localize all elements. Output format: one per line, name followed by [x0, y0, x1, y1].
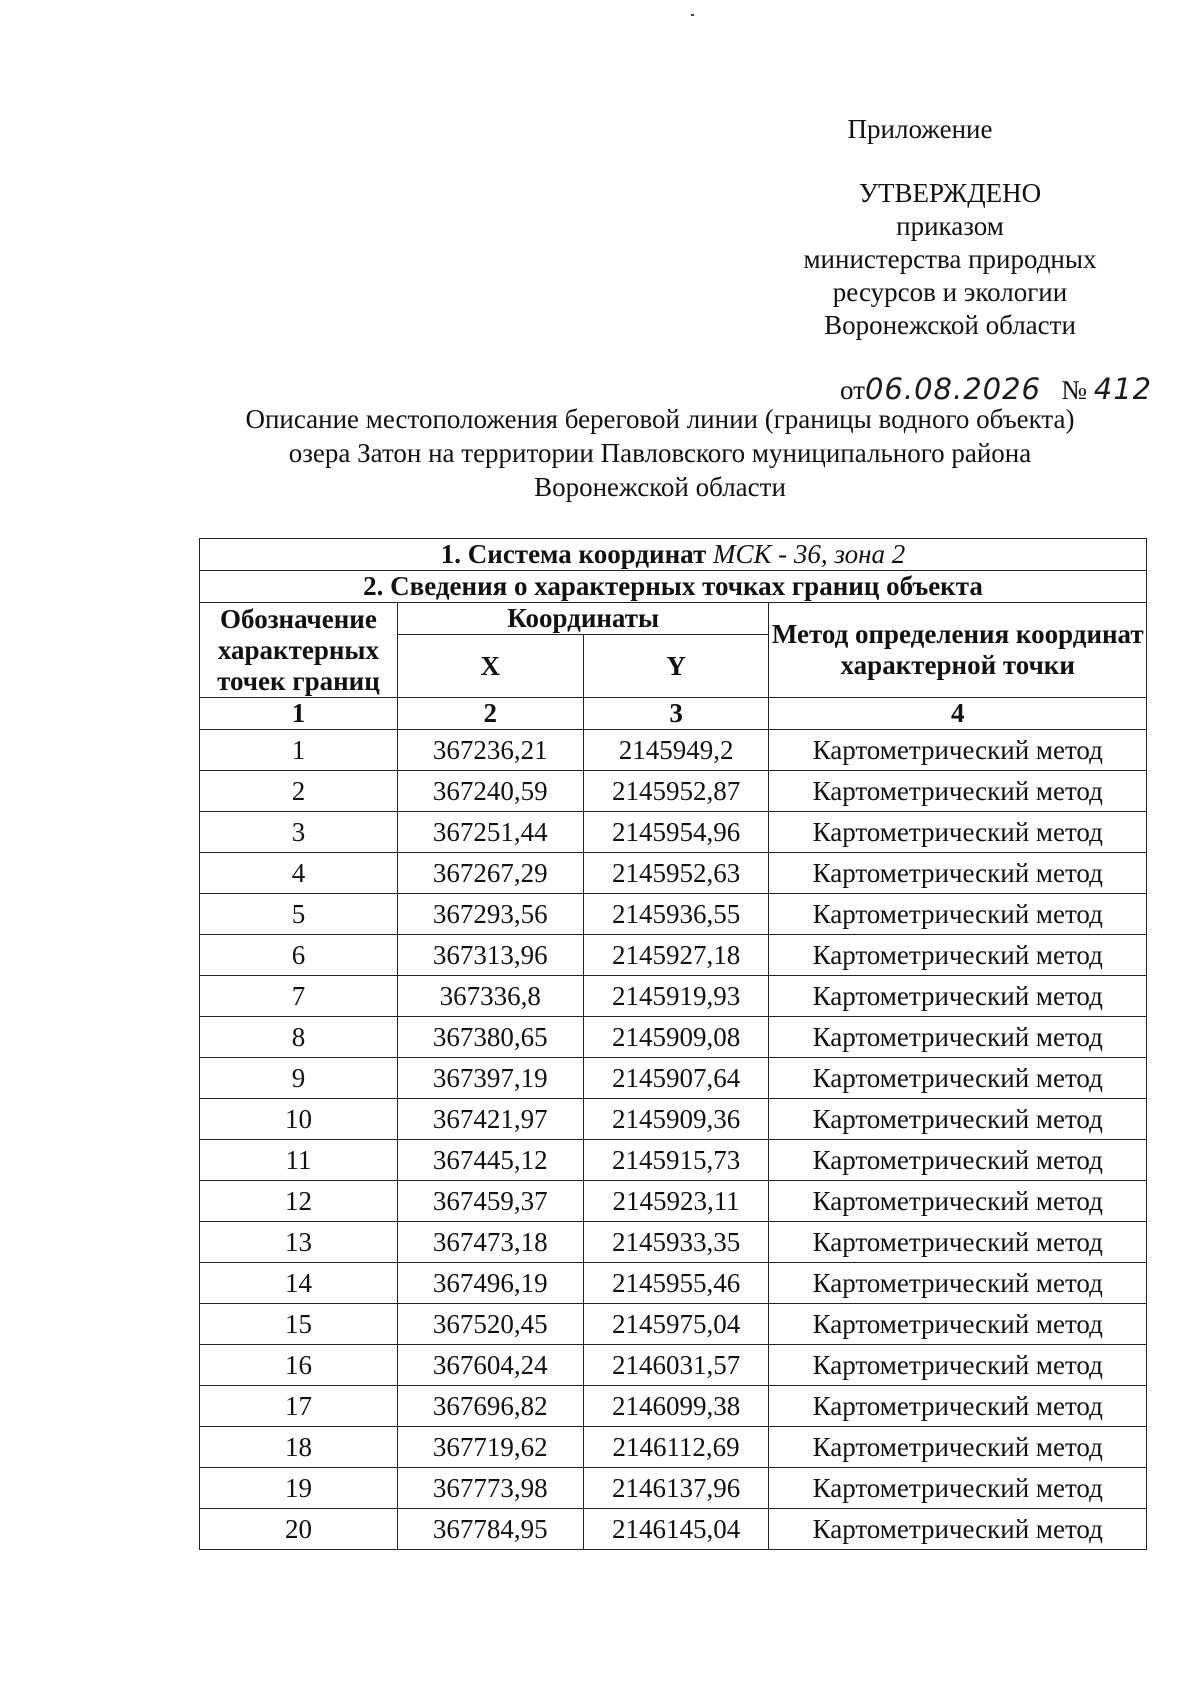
column-number-row [200, 698, 1147, 730]
table-row [200, 812, 1147, 853]
table-row [200, 1181, 1147, 1222]
y-coordinate-cell: 2146145,04 [583, 1509, 769, 1550]
x-coordinate-cell: 367784,95 [397, 1509, 583, 1550]
table-row [200, 1386, 1147, 1427]
table-row [200, 1509, 1147, 1550]
method-cell: Картометрический метод [769, 730, 1147, 771]
table-row [200, 1263, 1147, 1304]
x-coordinate-cell: 367267,29 [397, 853, 583, 894]
y-coordinate-cell: 2145952,87 [583, 771, 769, 812]
y-coordinate-cell: 2145909,36 [583, 1099, 769, 1140]
y-coordinate-cell: 2145975,04 [583, 1304, 769, 1345]
method-cell: Картометрический метод [769, 1427, 1147, 1468]
point-number-cell: 20 [200, 1509, 398, 1550]
table-row [200, 1304, 1147, 1345]
method-cell: Картометрический метод [769, 1058, 1147, 1099]
point-number-cell: 18 [200, 1427, 398, 1468]
approval-line: УТВЕРЖДЕНО [858, 178, 1042, 208]
point-number-cell: 12 [200, 1181, 398, 1222]
number-sign: № [1061, 375, 1088, 405]
table-row [200, 1140, 1147, 1181]
method-cell: Картометрический метод [769, 894, 1147, 935]
y-coordinate-cell: 2146137,96 [583, 1468, 769, 1509]
method-cell: Картометрический метод [769, 1386, 1147, 1427]
approval-line: Воронежской области [824, 310, 1076, 340]
x-coordinate-cell: 367397,19 [397, 1058, 583, 1099]
method-cell: Картометрический метод [769, 1304, 1147, 1345]
approval-line: приказом [896, 211, 1004, 241]
y-coordinate-cell: 2145936,55 [583, 894, 769, 935]
point-number-cell: 9 [200, 1058, 398, 1099]
column-number: 1 [200, 698, 398, 730]
header-x: X [397, 635, 583, 698]
table-row [200, 935, 1147, 976]
y-coordinate-cell: 2146112,69 [583, 1427, 769, 1468]
y-coordinate-cell: 2146099,38 [583, 1386, 769, 1427]
table-row [200, 1427, 1147, 1468]
method-cell: Картометрический метод [769, 1017, 1147, 1058]
x-coordinate-cell: 367459,37 [397, 1181, 583, 1222]
points-info-label: 2. Сведения о характерных точках границ объекта [200, 571, 1147, 603]
scan-speck [691, 14, 694, 16]
x-coordinate-cell: 367236,21 [397, 730, 583, 771]
y-coordinate-cell: 2145919,93 [583, 976, 769, 1017]
point-number-cell: 16 [200, 1345, 398, 1386]
y-coordinate-cell: 2145909,08 [583, 1017, 769, 1058]
method-cell: Картометрический метод [769, 1509, 1147, 1550]
y-coordinate-cell: 2145954,96 [583, 812, 769, 853]
table-row [200, 771, 1147, 812]
approval-line: ресурсов и экологии [832, 277, 1068, 307]
y-coordinate-cell: 2145933,35 [583, 1222, 769, 1263]
coordinate-system-row [200, 539, 1147, 571]
point-number-cell: 6 [200, 935, 398, 976]
column-number: 4 [769, 698, 1147, 730]
x-coordinate-cell: 367520,45 [397, 1304, 583, 1345]
x-coordinate-cell: 367293,56 [397, 894, 583, 935]
appendix-label: Приложение [847, 114, 993, 144]
method-cell: Картометрический метод [769, 976, 1147, 1017]
table-row [200, 730, 1147, 771]
approval-block [760, 177, 1140, 342]
point-number-cell: 14 [200, 1263, 398, 1304]
handwritten-number: 412 [1093, 372, 1153, 406]
method-cell: Картометрический метод [769, 1263, 1147, 1304]
table-row [200, 1099, 1147, 1140]
y-coordinate-cell: 2145949,2 [583, 730, 769, 771]
point-number-cell: 3 [200, 812, 398, 853]
point-number-cell: 2 [200, 771, 398, 812]
method-cell: Картометрический метод [769, 1181, 1147, 1222]
method-cell: Картометрический метод [769, 1468, 1147, 1509]
column-number: 2 [397, 698, 583, 730]
y-coordinate-cell: 2145952,63 [583, 853, 769, 894]
table-row [200, 1345, 1147, 1386]
method-cell: Картометрический метод [769, 1099, 1147, 1140]
header-y: Y [583, 635, 769, 698]
y-coordinate-cell: 2145923,11 [583, 1181, 769, 1222]
point-number-cell: 19 [200, 1468, 398, 1509]
y-coordinate-cell: 2145955,46 [583, 1263, 769, 1304]
y-coordinate-cell: 2145915,73 [583, 1140, 769, 1181]
method-cell: Картометрический метод [769, 1140, 1147, 1181]
method-cell: Картометрический метод [769, 1345, 1147, 1386]
header-coordinates: Координаты [397, 603, 769, 635]
point-number-cell: 8 [200, 1017, 398, 1058]
x-coordinate-cell: 367445,12 [397, 1140, 583, 1181]
x-coordinate-cell: 367251,44 [397, 812, 583, 853]
y-coordinate-cell: 2146031,57 [583, 1345, 769, 1386]
point-number-cell: 13 [200, 1222, 398, 1263]
x-coordinate-cell: 367696,82 [397, 1386, 583, 1427]
table-row [200, 1058, 1147, 1099]
x-coordinate-cell: 367473,18 [397, 1222, 583, 1263]
header-point-designation: Обозначение характерных точек границ [200, 603, 398, 698]
point-number-cell: 1 [200, 730, 398, 771]
y-coordinate-cell: 2145927,18 [583, 935, 769, 976]
title-line: Описание местоположения береговой линии (границы водного объекта) [245, 404, 1075, 434]
title-line: озера Затон на территории Павловского муниципального района [288, 438, 1032, 468]
point-number-cell: 5 [200, 894, 398, 935]
column-number: 3 [583, 698, 769, 730]
document-title [180, 402, 1140, 504]
x-coordinate-cell: 367719,62 [397, 1427, 583, 1468]
method-cell: Картометрический метод [769, 935, 1147, 976]
x-coordinate-cell: 367380,65 [397, 1017, 583, 1058]
coordinates-table [199, 538, 1147, 1550]
method-cell: Картометрический метод [769, 812, 1147, 853]
header-row [200, 603, 1147, 635]
point-number-cell: 11 [200, 1140, 398, 1181]
point-number-cell: 4 [200, 853, 398, 894]
coordinate-system-value: МСК - 36, зона 2 [712, 539, 906, 569]
date-prefix: от [840, 375, 865, 405]
method-cell: Картометрический метод [769, 771, 1147, 812]
x-coordinate-cell: 367604,24 [397, 1345, 583, 1386]
method-cell: Картометрический метод [769, 853, 1147, 894]
point-number-cell: 10 [200, 1099, 398, 1140]
header-method: Метод определения координат характерной точки [769, 603, 1147, 698]
method-cell: Картометрический метод [769, 1222, 1147, 1263]
x-coordinate-cell: 367240,59 [397, 771, 583, 812]
x-coordinate-cell: 367421,97 [397, 1099, 583, 1140]
table-row [200, 853, 1147, 894]
title-line: Воронежской области [534, 472, 786, 502]
x-coordinate-cell: 367773,98 [397, 1468, 583, 1509]
table-row [200, 1468, 1147, 1509]
table-row [200, 1017, 1147, 1058]
x-coordinate-cell: 367496,19 [397, 1263, 583, 1304]
point-number-cell: 15 [200, 1304, 398, 1345]
x-coordinate-cell: 367313,96 [397, 935, 583, 976]
point-number-cell: 7 [200, 976, 398, 1017]
table-row [200, 1222, 1147, 1263]
x-coordinate-cell: 367336,8 [397, 976, 583, 1017]
points-info-row [200, 571, 1147, 603]
handwritten-date: 06.08.2026 [864, 372, 1041, 406]
table-row [200, 976, 1147, 1017]
y-coordinate-cell: 2145907,64 [583, 1058, 769, 1099]
approval-line: министерства природных [803, 244, 1097, 274]
point-number-cell: 17 [200, 1386, 398, 1427]
table-row [200, 894, 1147, 935]
coordinate-system-label: 1. Система координат [440, 539, 707, 569]
